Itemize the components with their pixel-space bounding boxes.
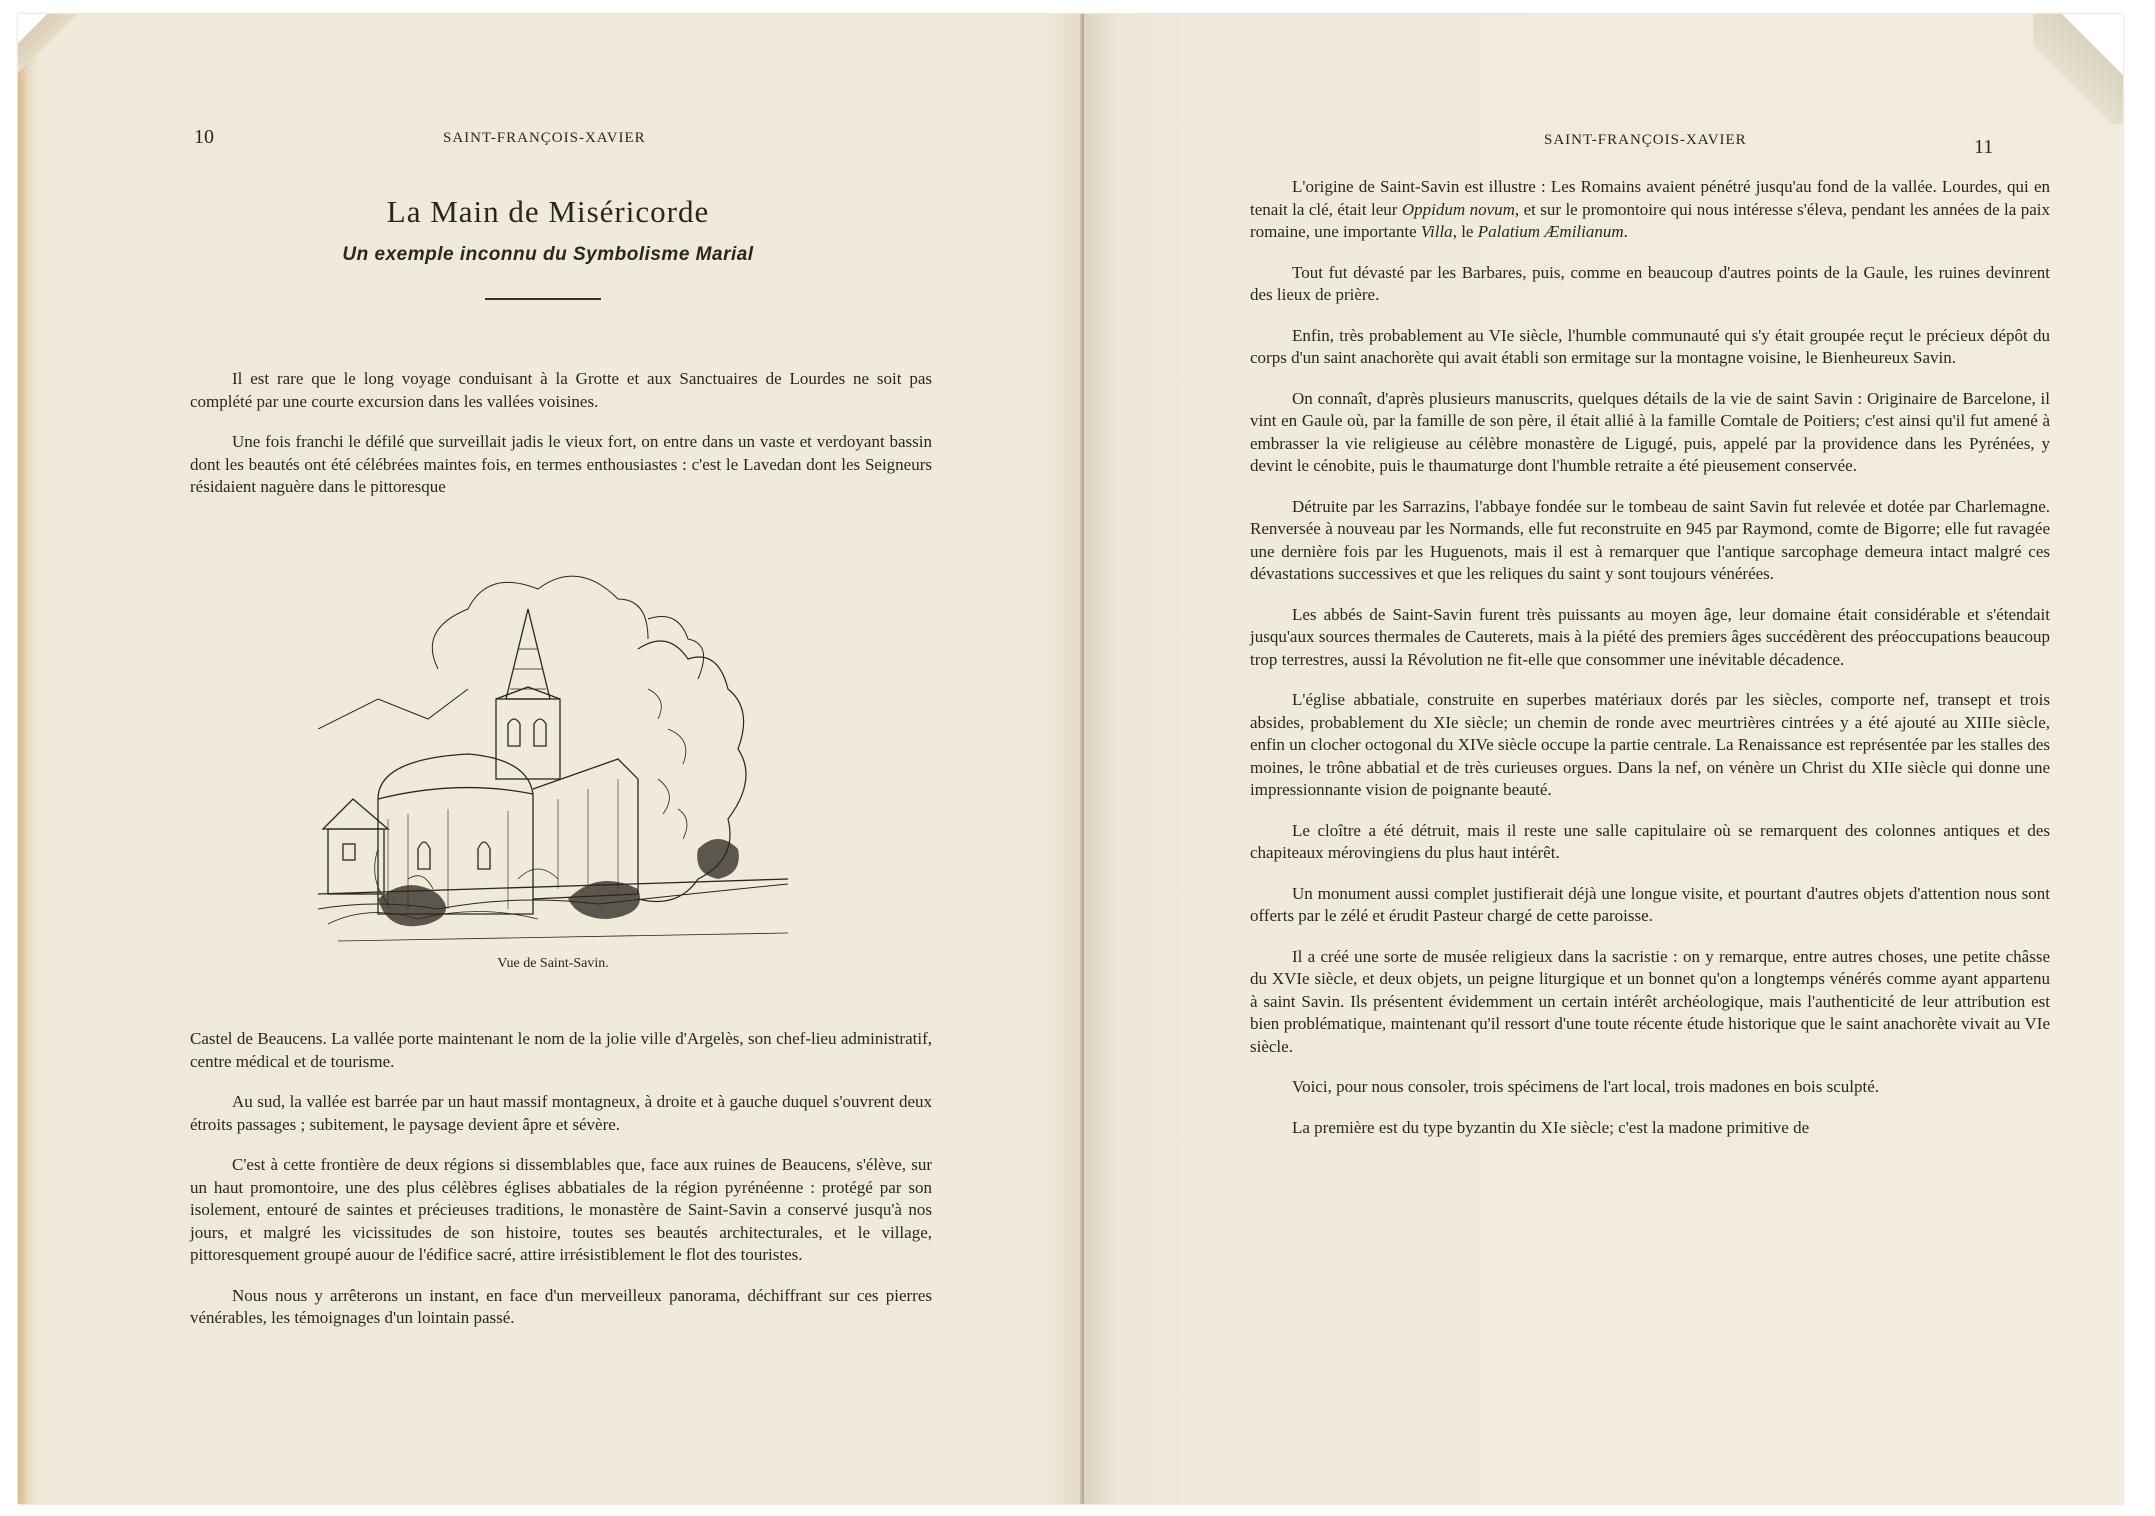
paragraph: Un monument aussi complet justifierait déjà une longue visite, et pourtant d'autres objets d'attention nous sont offerts par le zélé et érudit Pasteur chargé de cette paroisse.	[1250, 883, 2050, 925]
church-illustration	[318, 549, 788, 959]
paragraph: Enfin, très probablement au VIe siècle, l'humble communauté qui s'y était groupée reçut le précieux dépôt du corps d'un saint anachorète qui avait établi son ermitage sur la montagne voisine, le Bienheureux Savin.	[1250, 325, 2050, 367]
paragraph: Au sud, la vallée est barrée par un haut massif montagneux, à droite et à gauche duquel s'ouvrent deux étroits passages ; subitement, le paysage devient âpre et sévère.	[190, 1092, 932, 1134]
paragraph: L'église abbatiale, construite en superbes matériaux dorés par les siècles, comporte nef, transept et trois absides, probablement du XIe siècle; un chemin de ronde avec meurtrières cintrées y a été ajouté au XIIIe siècle, enfin un clocher octogonal du XIVe siècle occupe la partie centrale. La Renaissance est représentée par les stalles des moines, le trône abbatial et de très curieuses orgues. Dans la nef, on vénère un Christ du XIIe siècle qui donne une impressionnante vision de poignante beauté.	[1250, 690, 2050, 799]
page-number: 11	[1974, 136, 1994, 158]
paragraph: La première est du type byzantin du XIe siècle; c'est la madone primitive de	[1292, 1117, 1810, 1137]
article-subtitle: Un exemple inconnu du Symbolisme Marial	[342, 244, 754, 265]
page-corner-fold	[2033, 14, 2123, 124]
text-block-top	[190, 368, 932, 517]
title-divider	[485, 298, 601, 300]
running-head: SAINT-FRANÇOIS-XAVIER	[1544, 132, 1747, 148]
paragraph: Tout fut dévasté par les Barbares, puis, comme en beaucoup d'autres points de la Gaule, les ruines devinrent des lieux de prière.	[1250, 262, 2050, 304]
right-page	[1084, 14, 2123, 1504]
paragraph: Nous nous y arrêterons un instant, en face d'un merveilleux panorama, déchiffrant sur ces pierres vénérables, les témoignages d'un lointain passé.	[190, 1285, 932, 1327]
booklet-spread	[18, 14, 2123, 1504]
article-title: La Main de Miséricorde	[386, 194, 710, 229]
paragraph: Castel de Beaucens. La vallée porte maintenant le nom de la jolie ville d'Argelès, son chef-lieu administratif, centre médical et de tourisme.	[190, 1029, 932, 1071]
figure-caption: Vue de Saint-Savin.	[497, 956, 609, 971]
paragraph: C'est à cette frontière de deux régions si dissemblables que, face aux ruines de Beaucens, s'élève, sur un haut promontoire, une des plus célèbres églises abbatiales de la région pyrénéenne : protégé par son isolement, entouré de saintes et précieuses traditions, le monastère de Saint-Savin a conservé jusqu'à nos jours, et malgré les vicissitudes de son histoire, toutes ses beautés architecturales, et le village, pittoresquement groupé auour de l'édifice sacré, attire irrésistiblement le flot des touristes.	[190, 1155, 932, 1264]
running-head: SAINT-FRANÇOIS-XAVIER	[443, 130, 646, 146]
paragraph: Le cloître a été détruit, mais il reste une salle capitulaire où se remarquent des colonnes antiques et des chapiteaux mérovingiens du plus haut intérêt.	[1250, 820, 2050, 862]
page-number: 10	[194, 126, 214, 148]
paragraph: Une fois franchi le défilé que surveillait jadis le vieux fort, on entre dans un vaste et verdoyant bassin dont les beautés ont été célébrées maintes fois, en termes enthousiastes : c'est le Lavedan dont les Seigneurs résidaient naguère dans le pittoresque	[190, 432, 932, 496]
left-page	[18, 14, 1084, 1504]
paragraph: Voici, pour nous consoler, trois spécimens de l'art local, trois madones en bois sculpté.	[1292, 1077, 1880, 1096]
paragraph: Les abbés de Saint-Savin furent très puissants au moyen âge, leur domaine était considérable et s'étendait jusqu'aux sources thermales de Cauterets, mais à la piété des premiers âges succédèrent des préoccupations beaucoup trop terrestres, aussi la Révolution ne fit-elle que consommer une inévitable décadence.	[1250, 604, 2050, 669]
paragraph: On connaît, d'après plusieurs manuscrits, quelques détails de la vie de saint Savin : Originaire de Barcelone, il vint en Gaule où, par la famille de son père, il était allié à la famille Comtale de Poitiers; c'est ainsi qu'il fut amené à embrasser la vie religieuse au célèbre monastère de Ligugé, puis, appelé par la providence dans les Pyrénées, y devint le cénobite, puis le thaumaturge dont l'humble retraite a été pieusement conservée.	[1250, 388, 2050, 475]
text-block-bottom	[190, 1028, 932, 1348]
text-block-right	[1250, 176, 2050, 1157]
page-corner-fold	[18, 14, 78, 84]
paragraph: Il a créé une sorte de musée religieux dans la sacristie : on y remarque, entre autres choses, une petite châsse du XVIe siècle, et deux objets, un peigne liturgique et un bonnet qu'on a longtemps vénérés comme ayant appartenu à saint Savin. Ils présentent évidemment un certain intérêt archéologique, mais l'authenticité de leur attribution est bien problématique, maintenant qu'il ressort d'une toute récente étude historique que le saint anachorète vivait au VIe siècle.	[1250, 946, 2050, 1056]
paragraph: Détruite par les Sarrazins, l'abbaye fondée sur le tombeau de saint Savin fut relevée et dotée par Charlemagne. Renversée à nouveau par les Normands, elle fut reconstruite en 945 par Raymond, comte de Bigorre; elle fut ravagée une dernière fois par les Huguenots, mais il est à remarquer que l'antique sarcophage demeura intact malgré ces dévastations successives et que les reliques du saint y sont toujours vénérées.	[1250, 496, 2050, 583]
paragraph: Il est rare que le long voyage conduisant à la Grotte et aux Sanctuaires de Lourdes ne soit pas complété par une courte excursion dans les vallées voisines.	[190, 369, 932, 411]
paragraph: L'origine de Saint-Savin est illustre : Les Romains avaient pénétré jusqu'au fond de la vallée. Lourdes, qui en tenait la clé, était leur Oppidum novum, et sur le promontoire qui nous intéresse s'éleva, pendant les années de la paix romaine, une importante Villa, le Palatium Æmilianum.	[1250, 177, 2050, 241]
